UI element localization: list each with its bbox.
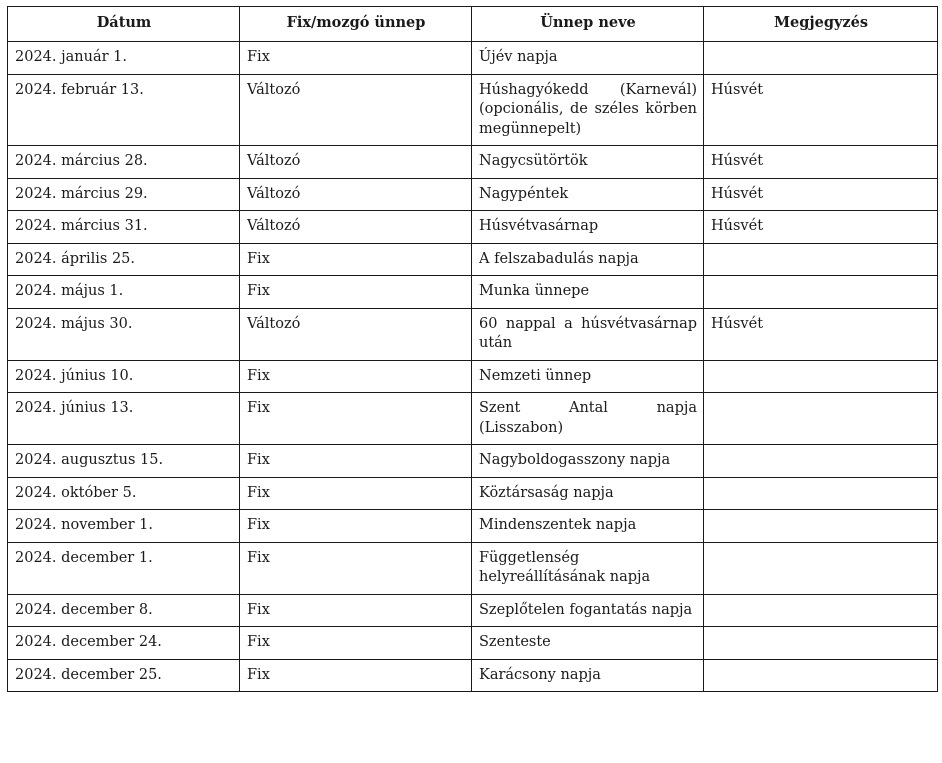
table-row	[8, 510, 938, 543]
column-header-note: Megjegyzés	[704, 7, 938, 42]
cell-type: Fix	[240, 445, 472, 478]
table-row	[8, 243, 938, 276]
cell-name: 60 nappal a húsvétvasárnap után	[472, 308, 704, 360]
cell-name: Nemzeti ünnep	[472, 360, 704, 393]
cell-date: 2024. március 28.	[8, 146, 240, 179]
table-body	[8, 42, 938, 692]
table-header-row	[8, 7, 938, 42]
cell-note	[704, 393, 938, 445]
cell-date: 2024. május 1.	[8, 276, 240, 309]
table-row	[8, 627, 938, 660]
table-row	[8, 542, 938, 594]
cell-note	[704, 445, 938, 478]
table-row	[8, 146, 938, 179]
cell-name: Karácsony napja	[472, 659, 704, 692]
cell-name: Nagyboldogasszony napja	[472, 445, 704, 478]
cell-type: Változó	[240, 74, 472, 146]
cell-name: Újév napja	[472, 42, 704, 75]
cell-type: Fix	[240, 659, 472, 692]
cell-note	[704, 360, 938, 393]
cell-name: Függetlenség helyreállításának napja	[472, 542, 704, 594]
cell-type: Fix	[240, 393, 472, 445]
column-header-type: Fix/mozgó ünnep	[240, 7, 472, 42]
table-row	[8, 594, 938, 627]
cell-type: Fix	[240, 510, 472, 543]
cell-date: 2024. április 25.	[8, 243, 240, 276]
cell-date: 2024. március 29.	[8, 178, 240, 211]
cell-note	[704, 42, 938, 75]
cell-note	[704, 659, 938, 692]
cell-name: Húshagyókedd (Karnevál) (opcionális, de széles körben megünnepelt)	[472, 74, 704, 146]
cell-name: Szent Antal napja (Lisszabon)	[472, 393, 704, 445]
cell-name: A felszabadulás napja	[472, 243, 704, 276]
cell-date: 2024. február 13.	[8, 74, 240, 146]
cell-type: Fix	[240, 542, 472, 594]
cell-date: 2024. december 24.	[8, 627, 240, 660]
cell-type: Fix	[240, 243, 472, 276]
cell-date: 2024. december 8.	[8, 594, 240, 627]
cell-name: Húsvétvasárnap	[472, 211, 704, 244]
cell-note	[704, 276, 938, 309]
cell-date: 2024. október 5.	[8, 477, 240, 510]
cell-date: 2024. március 31.	[8, 211, 240, 244]
cell-note	[704, 510, 938, 543]
cell-date: 2024. december 1.	[8, 542, 240, 594]
table-row	[8, 393, 938, 445]
table-row	[8, 477, 938, 510]
cell-date: 2024. június 13.	[8, 393, 240, 445]
cell-type: Fix	[240, 360, 472, 393]
cell-note	[704, 594, 938, 627]
table-row	[8, 308, 938, 360]
column-header-name: Ünnep neve	[472, 7, 704, 42]
table-row	[8, 178, 938, 211]
cell-note: Húsvét	[704, 178, 938, 211]
cell-name: Szeplőtelen fogantatás napja	[472, 594, 704, 627]
cell-date: 2024. június 10.	[8, 360, 240, 393]
cell-date: 2024. december 25.	[8, 659, 240, 692]
cell-date: 2024. november 1.	[8, 510, 240, 543]
cell-type: Változó	[240, 146, 472, 179]
cell-note	[704, 243, 938, 276]
cell-type: Fix	[240, 42, 472, 75]
cell-type: Változó	[240, 308, 472, 360]
cell-name: Nagypéntek	[472, 178, 704, 211]
table-row	[8, 74, 938, 146]
cell-type: Fix	[240, 627, 472, 660]
table-row	[8, 42, 938, 75]
cell-name: Szenteste	[472, 627, 704, 660]
cell-name: Mindenszentek napja	[472, 510, 704, 543]
cell-note: Húsvét	[704, 211, 938, 244]
table-row	[8, 360, 938, 393]
column-header-date: Dátum	[8, 7, 240, 42]
cell-name: Köztársaság napja	[472, 477, 704, 510]
cell-note: Húsvét	[704, 74, 938, 146]
cell-type: Fix	[240, 276, 472, 309]
table-row	[8, 276, 938, 309]
cell-note: Húsvét	[704, 308, 938, 360]
cell-type: Változó	[240, 178, 472, 211]
cell-date: 2024. január 1.	[8, 42, 240, 75]
cell-name: Nagycsütörtök	[472, 146, 704, 179]
table-row	[8, 659, 938, 692]
cell-type: Változó	[240, 211, 472, 244]
cell-type: Fix	[240, 477, 472, 510]
cell-date: 2024. augusztus 15.	[8, 445, 240, 478]
table-row	[8, 445, 938, 478]
holiday-table	[7, 6, 938, 692]
table-row	[8, 211, 938, 244]
cell-note	[704, 477, 938, 510]
cell-note	[704, 627, 938, 660]
cell-note: Húsvét	[704, 146, 938, 179]
cell-date: 2024. május 30.	[8, 308, 240, 360]
cell-note	[704, 542, 938, 594]
cell-name: Munka ünnepe	[472, 276, 704, 309]
cell-type: Fix	[240, 594, 472, 627]
